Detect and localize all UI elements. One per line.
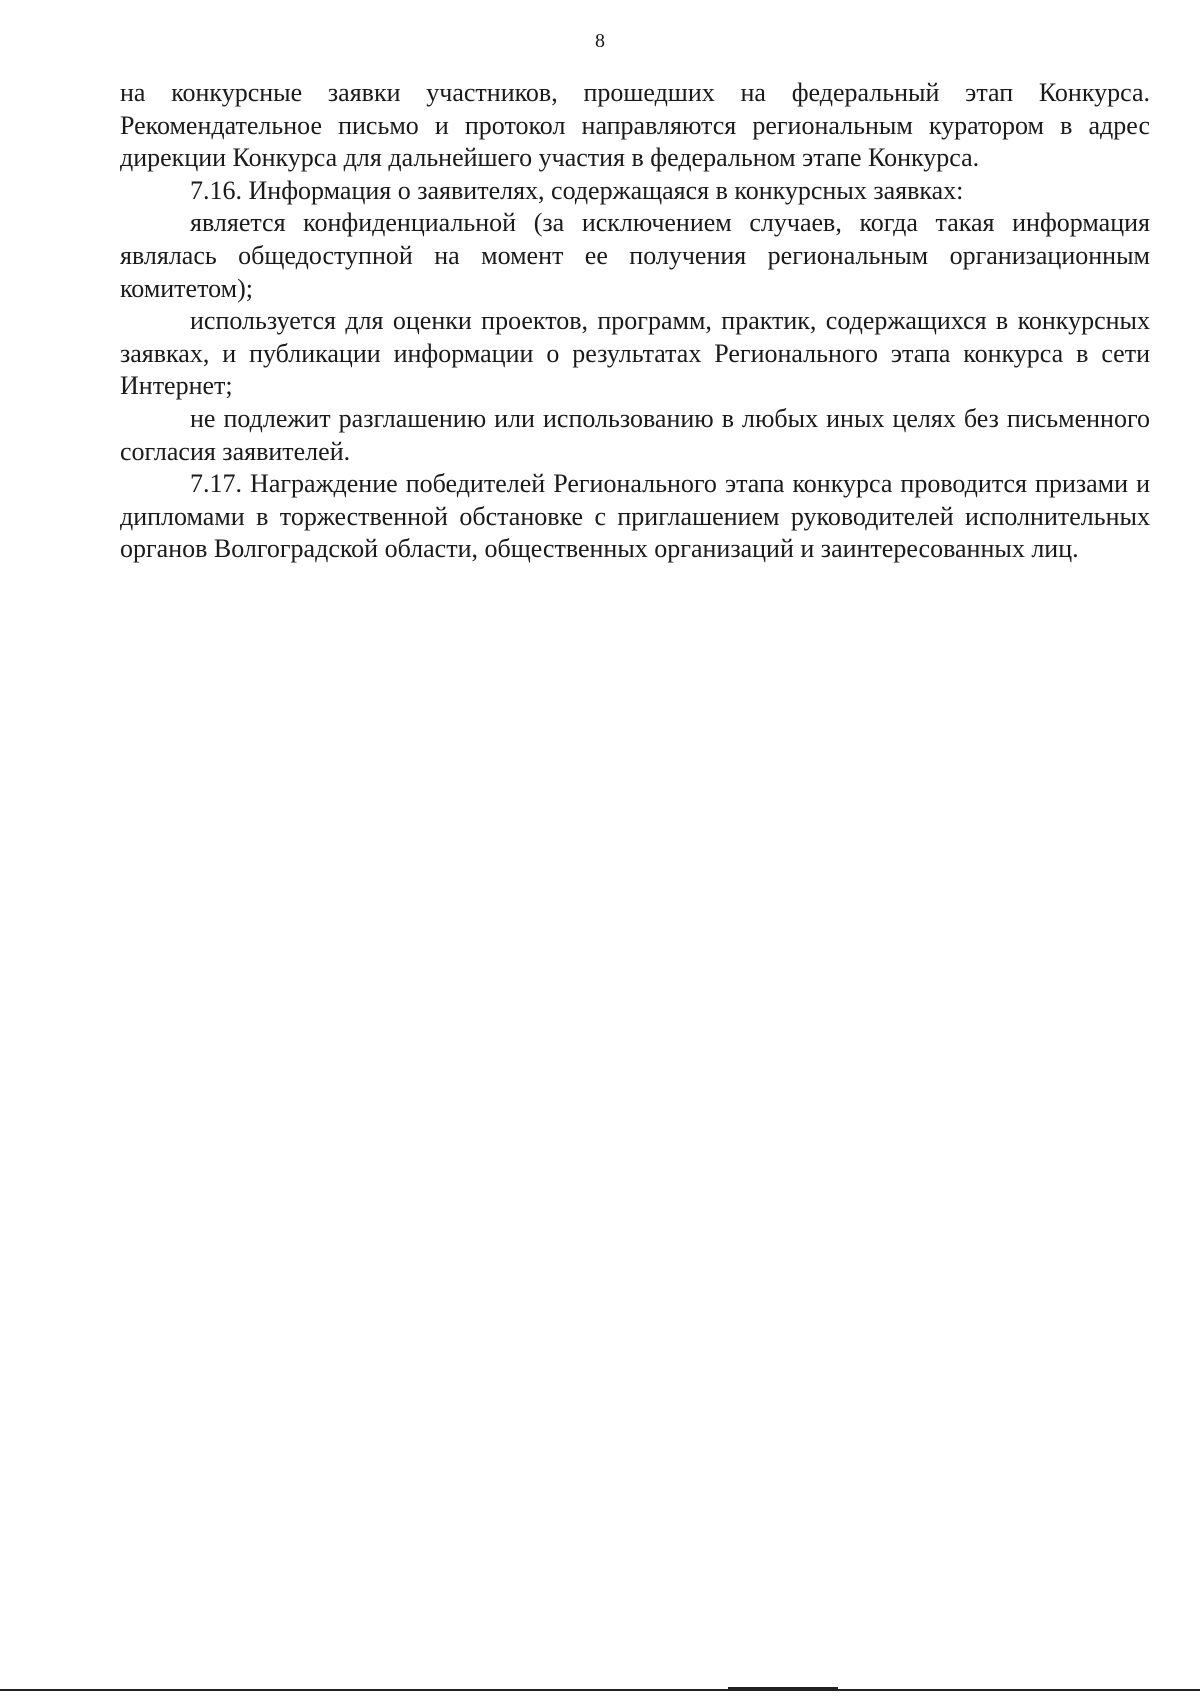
paragraph-continuation: на конкурсные заявки участников, прошедших на федеральный этап Конкурса. Рекомендательное письмо и протокол направляются региональным куратором в адрес дирекции Конкурса для дальнейшего участия в федеральном этапе Конкурса.: [120, 78, 1150, 173]
scan-bottom-edge-mark: [728, 1687, 838, 1691]
paragraph-7-16: 7.16. Информация о заявителях, содержащаяся в конкурсных заявках:: [190, 175, 964, 205]
paragraph-7-16-confidential: является конфиденциальной (за исключением случаев, когда такая информация являлась общедоступной на момент ее получения региональным организационным комитетом);: [120, 208, 1150, 303]
paragraph-7-16-usage: используется для оценки проектов, программ, практик, содержащихся в конкурсных заявках, и публикации информации о результатах Регионального этапа конкурса в сети Интернет;: [120, 306, 1150, 401]
paragraph-7-16-nondisclosure: не подлежит разглашению или использованию в любых иных целях без письменного согласия заявителей.: [120, 403, 1150, 466]
scan-bottom-edge-line: [0, 1689, 1200, 1691]
paragraph-7-17: 7.17. Награждение победителей Регионального этапа конкурса проводится призами и дипломами в торжественной обстановке с приглашением руководителей исполнительных органов Волгоградской области, общественных организаций и заинтересованных лиц.: [120, 469, 1150, 564]
document-body: [120, 77, 1150, 566]
page-number: 8: [595, 30, 605, 52]
